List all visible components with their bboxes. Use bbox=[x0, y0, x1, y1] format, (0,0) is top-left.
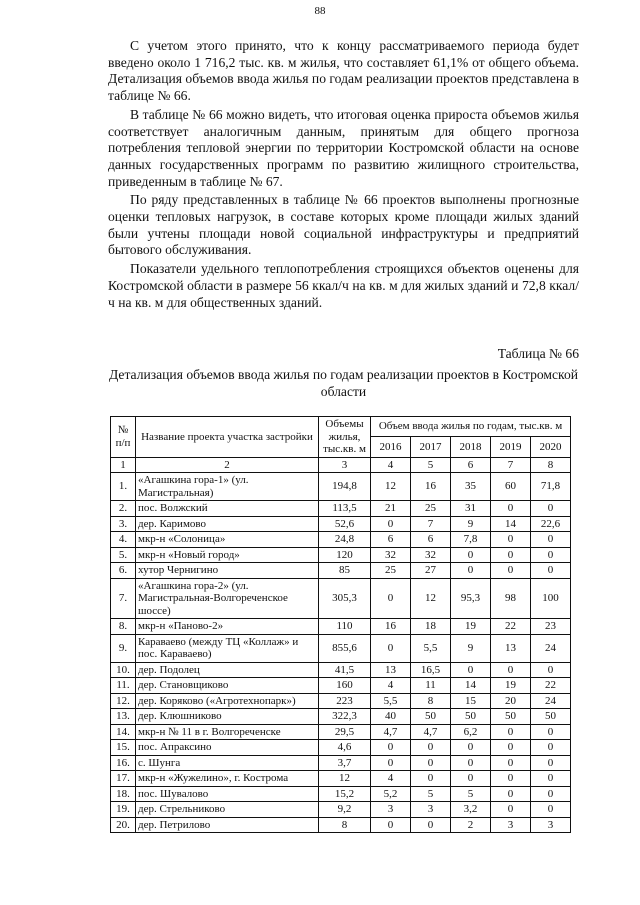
housing-volume: 305,3 bbox=[319, 578, 371, 619]
year-2016-value: 0 bbox=[371, 634, 411, 662]
year-2017-value: 0 bbox=[411, 771, 451, 787]
year-2018-value: 2 bbox=[451, 817, 491, 833]
housing-volume: 855,6 bbox=[319, 634, 371, 662]
table-container bbox=[110, 416, 570, 833]
year-2020-value: 0 bbox=[531, 547, 571, 563]
header-year: 2020 bbox=[531, 437, 571, 457]
year-2019-value: 13 bbox=[491, 634, 531, 662]
year-2016-value: 6 bbox=[371, 532, 411, 548]
header-volume: Объемы жилья, тыс.кв. м bbox=[319, 417, 371, 458]
table-row bbox=[111, 740, 571, 756]
header-name: Название проекта участка застройки bbox=[136, 417, 319, 458]
row-num: 6. bbox=[111, 563, 136, 579]
row-num: 7. bbox=[111, 578, 136, 619]
project-name: Караваево (между ТЦ «Коллаж» и пос. Караваево) bbox=[136, 634, 319, 662]
table-row bbox=[111, 678, 571, 694]
year-2019-value: 20 bbox=[491, 693, 531, 709]
year-2018-value: 0 bbox=[451, 755, 491, 771]
year-2018-value: 19 bbox=[451, 619, 491, 635]
row-num: 11. bbox=[111, 678, 136, 694]
housing-volume: 322,3 bbox=[319, 709, 371, 725]
year-2016-value: 0 bbox=[371, 740, 411, 756]
housing-volume: 113,5 bbox=[319, 501, 371, 517]
year-2019-value: 0 bbox=[491, 662, 531, 678]
year-2016-value: 5,2 bbox=[371, 786, 411, 802]
year-2016-value: 0 bbox=[371, 755, 411, 771]
year-2019-value: 0 bbox=[491, 724, 531, 740]
housing-volume: 29,5 bbox=[319, 724, 371, 740]
year-2020-value: 0 bbox=[531, 501, 571, 517]
year-2020-value: 100 bbox=[531, 578, 571, 619]
project-name: пос. Волжский bbox=[136, 501, 319, 517]
year-2017-value: 18 bbox=[411, 619, 451, 635]
table-body bbox=[111, 473, 571, 833]
row-num: 13. bbox=[111, 709, 136, 725]
row-num: 2. bbox=[111, 501, 136, 517]
year-2020-value: 50 bbox=[531, 709, 571, 725]
index-cell: 8 bbox=[531, 457, 571, 473]
year-2019-value: 0 bbox=[491, 802, 531, 818]
year-2017-value: 12 bbox=[411, 578, 451, 619]
row-num: 14. bbox=[111, 724, 136, 740]
year-2018-value: 35 bbox=[451, 473, 491, 501]
page-number: 88 bbox=[314, 5, 326, 17]
year-2020-value: 0 bbox=[531, 724, 571, 740]
table-row bbox=[111, 802, 571, 818]
year-2020-value: 24 bbox=[531, 634, 571, 662]
year-2018-value: 31 bbox=[451, 501, 491, 517]
project-name: дер. Стрельниково bbox=[136, 802, 319, 818]
year-2020-value: 0 bbox=[531, 532, 571, 548]
project-name: пос. Шувалово bbox=[136, 786, 319, 802]
row-num: 5. bbox=[111, 547, 136, 563]
header-num: № п/п bbox=[111, 417, 136, 458]
housing-volume: 120 bbox=[319, 547, 371, 563]
year-2018-value: 14 bbox=[451, 678, 491, 694]
project-name: «Агашкина гора-2» (ул. Магистральная-Волгореченское шоссе) bbox=[136, 578, 319, 619]
year-2018-value: 15 bbox=[451, 693, 491, 709]
row-num: 8. bbox=[111, 619, 136, 635]
year-2016-value: 16 bbox=[371, 619, 411, 635]
housing-volume: 8 bbox=[319, 817, 371, 833]
table-row bbox=[111, 724, 571, 740]
year-2017-value: 32 bbox=[411, 547, 451, 563]
year-2018-value: 0 bbox=[451, 740, 491, 756]
index-cell: 5 bbox=[411, 457, 451, 473]
year-2020-value: 0 bbox=[531, 755, 571, 771]
year-2018-value: 0 bbox=[451, 662, 491, 678]
year-2018-value: 3,2 bbox=[451, 802, 491, 818]
project-name: мкр-н «Паново-2» bbox=[136, 619, 319, 635]
year-2016-value: 0 bbox=[371, 578, 411, 619]
housing-volume: 9,2 bbox=[319, 802, 371, 818]
housing-volume: 12 bbox=[319, 771, 371, 787]
header-year: 2017 bbox=[411, 437, 451, 457]
year-2017-value: 50 bbox=[411, 709, 451, 725]
year-2016-value: 4 bbox=[371, 678, 411, 694]
year-2018-value: 9 bbox=[451, 634, 491, 662]
project-name: мкр-н «Солоница» bbox=[136, 532, 319, 548]
project-name: с. Шунга bbox=[136, 755, 319, 771]
year-2017-value: 3 bbox=[411, 802, 451, 818]
row-num: 19. bbox=[111, 802, 136, 818]
year-2017-value: 25 bbox=[411, 501, 451, 517]
year-2019-value: 0 bbox=[491, 532, 531, 548]
table-row bbox=[111, 578, 571, 619]
paragraph: По ряду представленных в таблице № 66 проектов выполнены прогнозные оценки тепловых нагрузок, в составе которых кроме площади жилых зданий были учтены площади новой социальной инфраструктуры и предприятий бытового обслуживания. bbox=[108, 192, 579, 258]
table-label: Таблица № 66 bbox=[497, 346, 579, 361]
table-row bbox=[111, 563, 571, 579]
year-2016-value: 13 bbox=[371, 662, 411, 678]
year-2020-value: 3 bbox=[531, 817, 571, 833]
table-row bbox=[111, 771, 571, 787]
year-2016-value: 4,7 bbox=[371, 724, 411, 740]
header-year: 2018 bbox=[451, 437, 491, 457]
project-name: мкр-н «Новый город» bbox=[136, 547, 319, 563]
year-2020-value: 0 bbox=[531, 662, 571, 678]
row-num: 20. bbox=[111, 817, 136, 833]
year-2018-value: 7,8 bbox=[451, 532, 491, 548]
year-2019-value: 0 bbox=[491, 740, 531, 756]
year-2019-value: 3 bbox=[491, 817, 531, 833]
index-cell: 6 bbox=[451, 457, 491, 473]
year-2019-value: 60 bbox=[491, 473, 531, 501]
year-2017-value: 27 bbox=[411, 563, 451, 579]
table-row bbox=[111, 473, 571, 501]
table-row bbox=[111, 619, 571, 635]
year-2017-value: 6 bbox=[411, 532, 451, 548]
table-row bbox=[111, 709, 571, 725]
year-2017-value: 0 bbox=[411, 740, 451, 756]
year-2016-value: 32 bbox=[371, 547, 411, 563]
year-2019-value: 19 bbox=[491, 678, 531, 694]
housing-volume: 24,8 bbox=[319, 532, 371, 548]
year-2017-value: 16 bbox=[411, 473, 451, 501]
table-row bbox=[111, 786, 571, 802]
year-2017-value: 4,7 bbox=[411, 724, 451, 740]
project-name: дер. Становщиково bbox=[136, 678, 319, 694]
year-2019-value: 0 bbox=[491, 501, 531, 517]
project-name: дер. Подолец bbox=[136, 662, 319, 678]
year-2016-value: 0 bbox=[371, 817, 411, 833]
year-2017-value: 5 bbox=[411, 786, 451, 802]
row-num: 15. bbox=[111, 740, 136, 756]
table-head bbox=[111, 417, 571, 473]
row-num: 9. bbox=[111, 634, 136, 662]
year-2019-value: 98 bbox=[491, 578, 531, 619]
table-row bbox=[111, 817, 571, 833]
year-2019-value: 0 bbox=[491, 786, 531, 802]
year-2019-value: 0 bbox=[491, 563, 531, 579]
housing-volume: 85 bbox=[319, 563, 371, 579]
project-name: дер. Петрилово bbox=[136, 817, 319, 833]
header-row bbox=[111, 417, 571, 437]
year-2020-value: 71,8 bbox=[531, 473, 571, 501]
year-2017-value: 7 bbox=[411, 516, 451, 532]
table-row bbox=[111, 693, 571, 709]
year-2019-value: 14 bbox=[491, 516, 531, 532]
housing-volume: 15,2 bbox=[319, 786, 371, 802]
table-row bbox=[111, 501, 571, 517]
project-name: мкр-н № 11 в г. Волгореченске bbox=[136, 724, 319, 740]
year-2019-value: 0 bbox=[491, 771, 531, 787]
housing-volume: 194,8 bbox=[319, 473, 371, 501]
year-2016-value: 0 bbox=[371, 516, 411, 532]
year-2020-value: 24 bbox=[531, 693, 571, 709]
year-2018-value: 0 bbox=[451, 771, 491, 787]
row-num: 10. bbox=[111, 662, 136, 678]
row-num: 4. bbox=[111, 532, 136, 548]
table-row bbox=[111, 532, 571, 548]
year-2018-value: 0 bbox=[451, 547, 491, 563]
year-2016-value: 21 bbox=[371, 501, 411, 517]
header-by-year: Объем ввода жилья по годам, тыс.кв. м bbox=[371, 417, 571, 437]
year-2019-value: 0 bbox=[491, 547, 531, 563]
row-num: 17. bbox=[111, 771, 136, 787]
index-cell: 7 bbox=[491, 457, 531, 473]
year-2020-value: 22 bbox=[531, 678, 571, 694]
row-num: 3. bbox=[111, 516, 136, 532]
header-year: 2016 bbox=[371, 437, 411, 457]
year-2017-value: 5,5 bbox=[411, 634, 451, 662]
paragraph: С учетом этого принято, что к концу рассматриваемого периода будет введено около 1 716,2 тыс. кв. м жилья, что составляет 61,1% от общего объема. Детализация объемов ввода жилья по годам реализации проектов представлена в таблице № 66. bbox=[108, 38, 579, 104]
project-name: дер. Каримово bbox=[136, 516, 319, 532]
row-num: 1. bbox=[111, 473, 136, 501]
year-2020-value: 0 bbox=[531, 740, 571, 756]
year-2020-value: 0 bbox=[531, 771, 571, 787]
year-2018-value: 6,2 bbox=[451, 724, 491, 740]
year-2018-value: 50 bbox=[451, 709, 491, 725]
paragraph: Показатели удельного теплопотребления строящихся объектов оценены для Костромской области в размере 56 ккал/ч на кв. м для жилых зданий и 72,8 ккал/ч на кв. м для общественных зданий. bbox=[108, 261, 579, 310]
year-2020-value: 0 bbox=[531, 802, 571, 818]
year-2017-value: 11 bbox=[411, 678, 451, 694]
index-cell: 4 bbox=[371, 457, 411, 473]
year-2016-value: 40 bbox=[371, 709, 411, 725]
year-2016-value: 5,5 bbox=[371, 693, 411, 709]
year-2016-value: 25 bbox=[371, 563, 411, 579]
header-year: 2019 bbox=[491, 437, 531, 457]
housing-volume: 223 bbox=[319, 693, 371, 709]
year-2020-value: 22,6 bbox=[531, 516, 571, 532]
table-row bbox=[111, 755, 571, 771]
housing-volume: 110 bbox=[319, 619, 371, 635]
year-2018-value: 5 bbox=[451, 786, 491, 802]
year-2020-value: 0 bbox=[531, 563, 571, 579]
index-cell: 3 bbox=[319, 457, 371, 473]
year-2019-value: 0 bbox=[491, 755, 531, 771]
housing-table bbox=[110, 416, 571, 833]
year-2016-value: 12 bbox=[371, 473, 411, 501]
year-2017-value: 0 bbox=[411, 817, 451, 833]
project-name: дер. Коряково («Агротехнопарк») bbox=[136, 693, 319, 709]
housing-volume: 41,5 bbox=[319, 662, 371, 678]
year-2018-value: 9 bbox=[451, 516, 491, 532]
housing-volume: 160 bbox=[319, 678, 371, 694]
row-num: 12. bbox=[111, 693, 136, 709]
paragraph: В таблице № 66 можно видеть, что итоговая оценка прироста объемов жилья соответствует аналогичным данным, принятым для общего прогноза потребления тепловой энергии по территории Костромской области на основе данных государственных программ по развитию жилищного строительства, приведенным в таблице № 67. bbox=[108, 106, 579, 189]
housing-volume: 52,6 bbox=[319, 516, 371, 532]
year-2019-value: 50 bbox=[491, 709, 531, 725]
project-name: мкр-н «Жужелино», г. Кострома bbox=[136, 771, 319, 787]
index-cell: 2 bbox=[136, 457, 319, 473]
row-num: 16. bbox=[111, 755, 136, 771]
row-num: 18. bbox=[111, 786, 136, 802]
year-2019-value: 22 bbox=[491, 619, 531, 635]
year-2020-value: 23 bbox=[531, 619, 571, 635]
table-row bbox=[111, 547, 571, 563]
housing-volume: 3,7 bbox=[319, 755, 371, 771]
year-2016-value: 3 bbox=[371, 802, 411, 818]
table-row bbox=[111, 516, 571, 532]
table-title: Детализация объемов ввода жилья по годам реализации проектов в Костромской области bbox=[108, 367, 579, 399]
project-name: пос. Апраксино bbox=[136, 740, 319, 756]
project-name: хутор Чернигино bbox=[136, 563, 319, 579]
table-row bbox=[111, 662, 571, 678]
index-row bbox=[111, 457, 571, 473]
year-2017-value: 16,5 bbox=[411, 662, 451, 678]
project-name: дер. Клюшниково bbox=[136, 709, 319, 725]
index-cell: 1 bbox=[111, 457, 136, 473]
year-2016-value: 4 bbox=[371, 771, 411, 787]
housing-volume: 4,6 bbox=[319, 740, 371, 756]
body-text bbox=[108, 38, 579, 313]
table-row bbox=[111, 634, 571, 662]
year-2017-value: 0 bbox=[411, 755, 451, 771]
year-2017-value: 8 bbox=[411, 693, 451, 709]
year-2018-value: 0 bbox=[451, 563, 491, 579]
year-2020-value: 0 bbox=[531, 786, 571, 802]
year-2018-value: 95,3 bbox=[451, 578, 491, 619]
project-name: «Агашкина гора-1» (ул. Магистральная) bbox=[136, 473, 319, 501]
